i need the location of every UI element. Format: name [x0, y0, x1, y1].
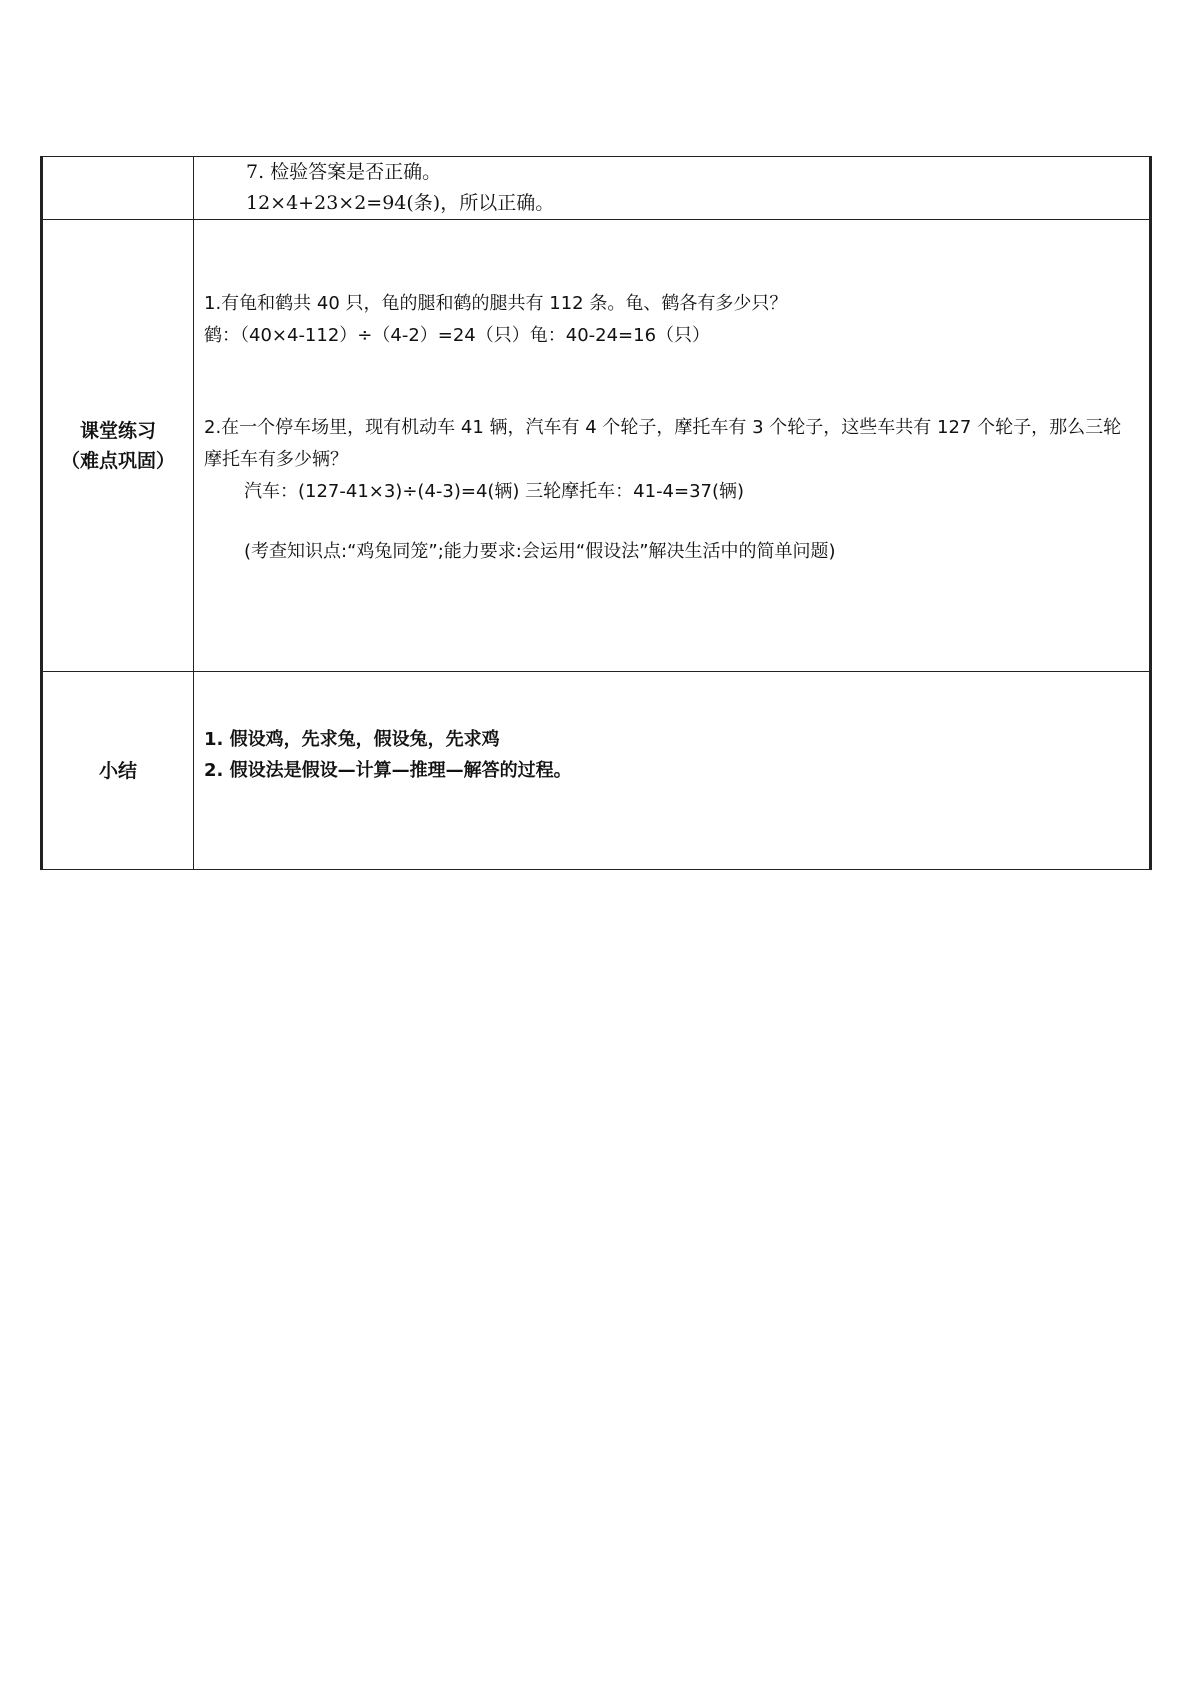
- summary-item-2: 2. 假设法是假设—计算—推理—解答的过程。: [204, 760, 572, 781]
- question-2-text: 2.在一个停车场里，现有机动车 41 辆，汽车有 4 个轮子，摩托车有 3 个轮子，这些车共有 127 个轮子，那么三轮摩托车有多少辆？: [204, 417, 1122, 470]
- summary-label-cell: [42, 672, 194, 870]
- summary-block: [194, 672, 1149, 786]
- answer-2-text: 汽车：(127-41×3)÷(4-3)=4(辆) 三轮摩托车：41-4=37(辆): [244, 481, 745, 502]
- practice-label-title: 课堂练习: [79, 419, 156, 442]
- practice-block: [194, 220, 1149, 568]
- answer-1-text: 鹤：（40×4-112）÷（4-2）=24（只）龟：40-24=16（只）: [204, 325, 711, 346]
- check-step-text: 7. 检验答案是否正确。: [246, 161, 442, 183]
- check-calculation-text: 12×4+23×2=94(条)，所以正确。: [246, 192, 555, 214]
- summary-item-1: 1. 假设鸡，先求兔，假设兔，先求鸡: [204, 729, 500, 750]
- summary-content-cell: [194, 672, 1151, 870]
- table-row-class-practice: [42, 220, 1151, 672]
- answer-check-cell: [194, 157, 1151, 220]
- table-row-answer-check: [42, 157, 1151, 220]
- question-1-text: 1.有龟和鹤共 40 只，龟的腿和鹤的腿共有 112 条。龟、鹤各有多少只？: [204, 293, 788, 314]
- empty-label-cell: [42, 157, 194, 220]
- practice-label-subtitle: （难点巩固）: [60, 449, 175, 472]
- question-2-block: [204, 412, 1139, 508]
- practice-content-cell: [194, 220, 1151, 672]
- lesson-plan-table: [40, 156, 1152, 870]
- practice-label-cell: [42, 220, 194, 672]
- table-row-summary: [42, 672, 1151, 870]
- answer-check-block: [194, 157, 1149, 219]
- knowledge-point-note: (考查知识点:“鸡兔同笼”;能力要求:会运用“假设法”解决生活中的简单问题): [244, 541, 836, 562]
- summary-label: 小结: [98, 759, 137, 782]
